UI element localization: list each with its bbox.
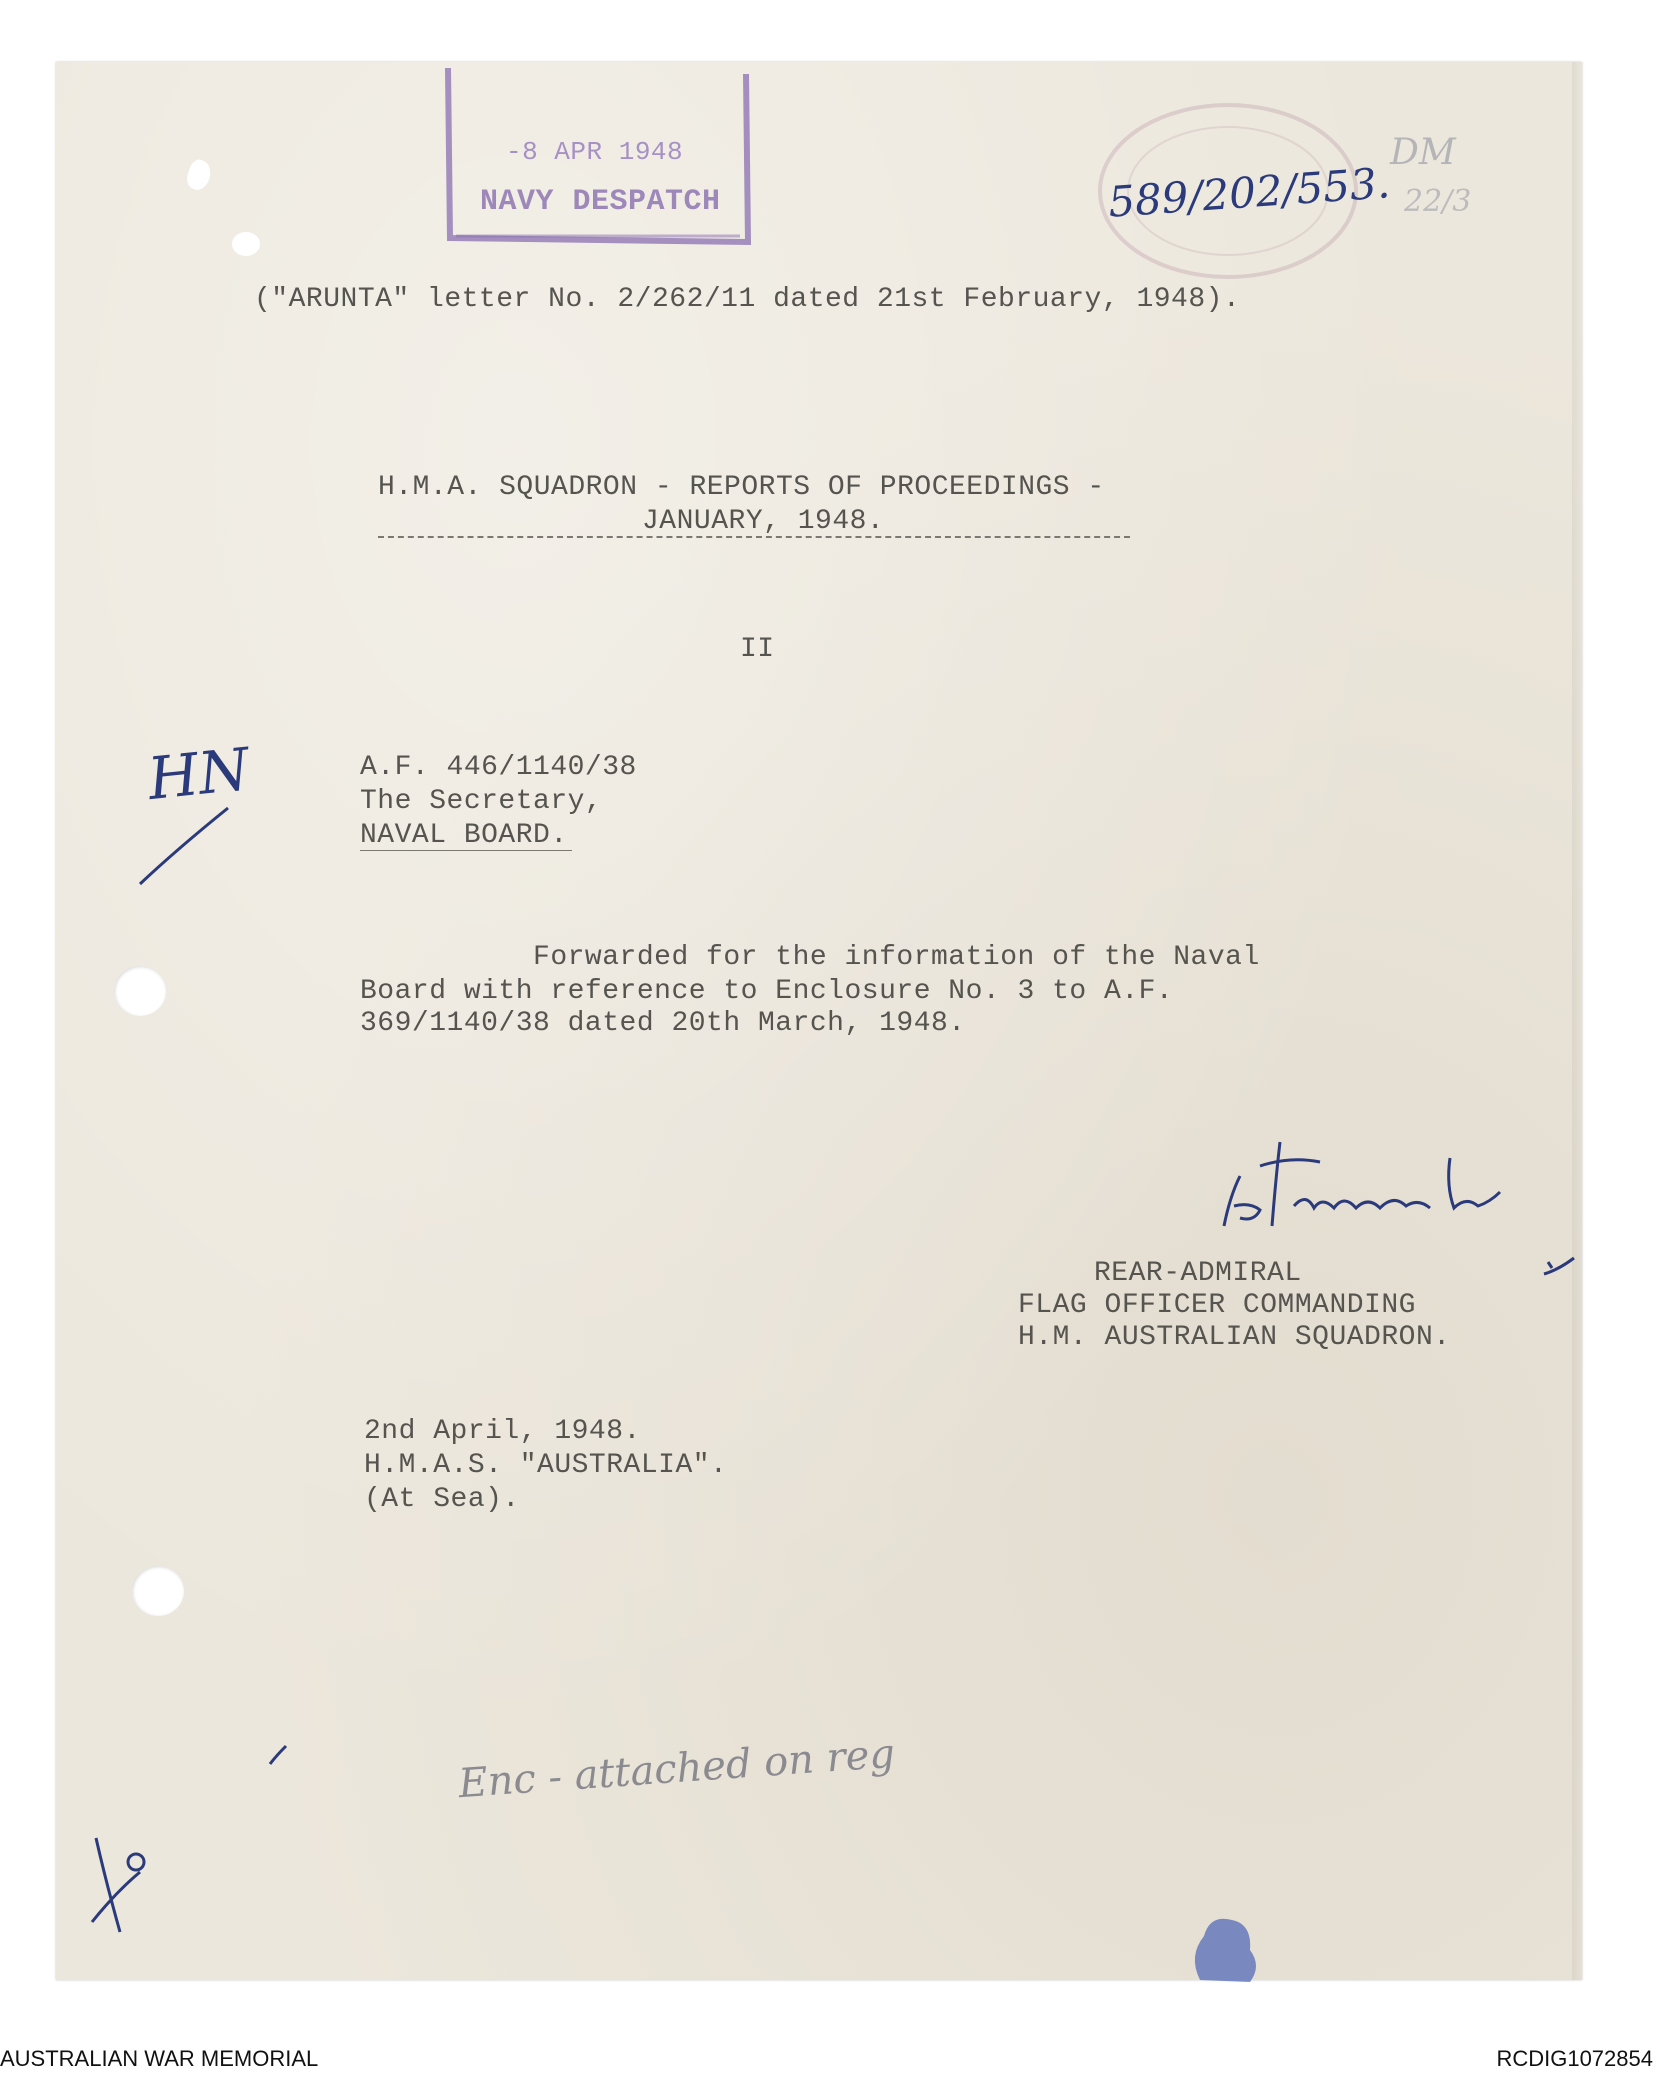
signature-title-1: FLAG OFFICER COMMANDING — [1018, 1290, 1416, 1321]
margin-note-top-right: DM — [1390, 132, 1456, 173]
addressee-underline — [360, 850, 572, 851]
signature-title-2: H.M. AUSTRALIAN SQUADRON. — [1018, 1322, 1451, 1353]
initials-stroke — [136, 800, 236, 890]
stamp-office: NAVY DESPATCH — [480, 185, 721, 219]
punch-hole-upper — [114, 966, 166, 1016]
document-title-line-2: JANUARY, 1948. — [642, 506, 885, 537]
tick-mark — [1540, 1252, 1580, 1282]
footer-record-id: RCDIG1072854 — [1496, 2046, 1653, 2071]
body-line-3: 369/1140/38 dated 20th March, 1948. — [360, 1008, 966, 1039]
bottom-left-margin-mark — [86, 1832, 156, 1942]
body-line-1: Forwarded for the information of the Naval — [360, 942, 1260, 973]
title-underline — [378, 536, 1130, 538]
margin-note-top-right-2: 22/3 — [1404, 184, 1472, 219]
reference-line: ("ARUNTA" letter No. 2/262/11 dated 21st February, 1948). — [254, 284, 1241, 315]
footer-institution: AUSTRALIAN WAR MEMORIAL — [0, 2046, 319, 2071]
document-title-line-1: H.M.A. SQUADRON - REPORTS OF PROCEEDINGS - — [378, 472, 1105, 503]
tear-mark-top-2 — [232, 232, 260, 256]
signature — [1210, 1136, 1510, 1236]
pencil-note: Enc - attached on reg — [456, 1730, 897, 1808]
punch-hole-lower — [132, 1566, 184, 1616]
stamp-date: -8 APR 1948 — [506, 137, 684, 167]
addressee-line-2: The Secretary, — [360, 786, 603, 817]
initials-left-margin: HN — [144, 734, 253, 814]
section-number: II — [740, 634, 775, 665]
letter-location: (At Sea). — [364, 1484, 520, 1515]
letter-ship: H.M.A.S. "AUSTRALIA". — [364, 1450, 728, 1481]
pencil-dot-mark — [264, 1740, 294, 1770]
file-number-handwritten: 589/202/553. — [1106, 158, 1392, 227]
body-line-2: Board with reference to Enclosure No. 3 to A.F. — [360, 976, 1174, 1007]
ink-blot — [1180, 1906, 1270, 1986]
sheet-edge-shadow — [1572, 62, 1584, 1980]
letter-date: 2nd April, 1948. — [364, 1416, 641, 1447]
addressee-line-3: NAVAL BOARD. — [360, 820, 568, 851]
signature-rank: REAR-ADMIRAL — [1094, 1258, 1302, 1289]
addressee-file-ref: A.F. 446/1140/38 — [360, 752, 637, 783]
